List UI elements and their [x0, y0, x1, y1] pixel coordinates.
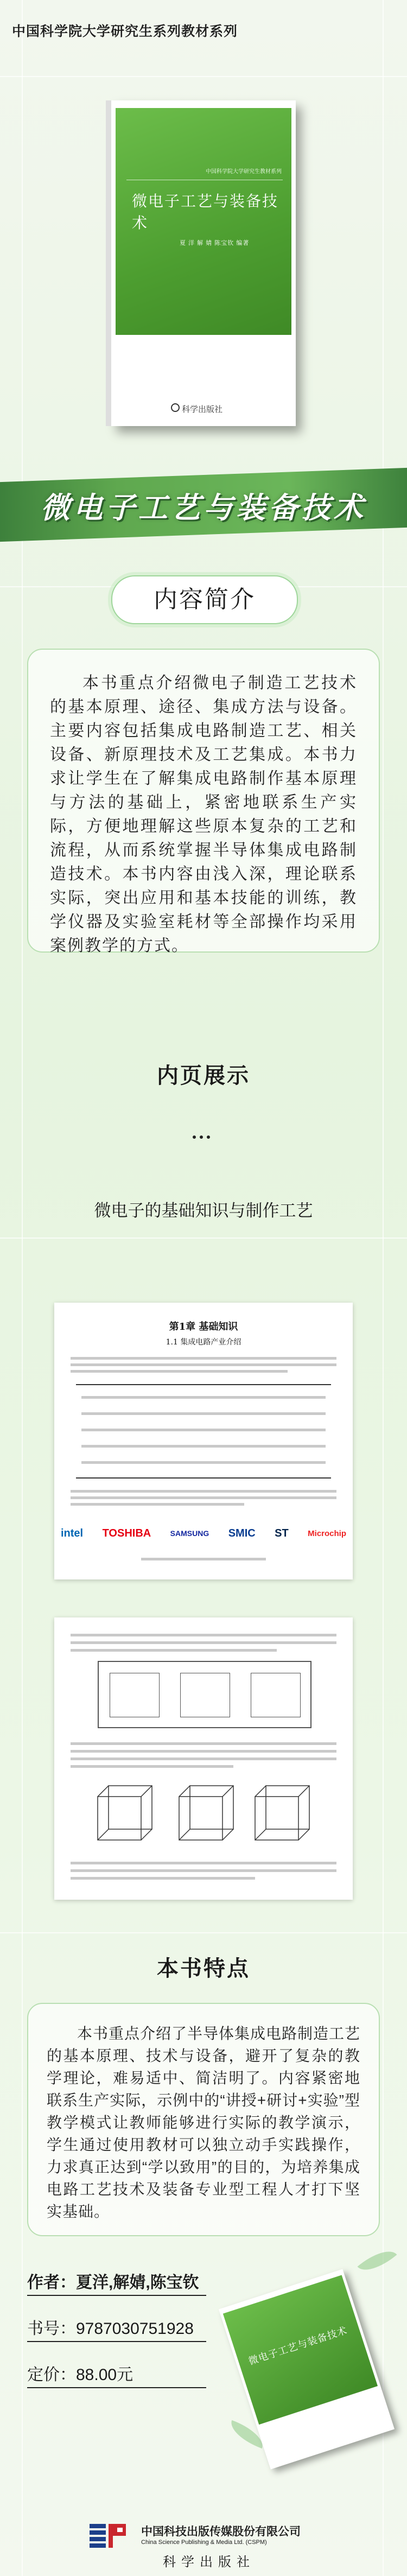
- logo-smic: SMIC: [228, 1527, 256, 1539]
- info-divider: [27, 2341, 206, 2342]
- logo-toshiba: TOSHIBA: [102, 1527, 151, 1539]
- logo-microchip: Microchip: [308, 1528, 346, 1538]
- features-body: 本书重点介绍了半导体集成电路制造工艺的基本原理、技术与设备，避开了复杂的教学理论，难易适中、简洁明了。内容紧密地联系生产实际，示例中的“讲授+研讨+实验”型教学模式让教师能够进行实际的教学演示，学生通过使用教材可以独立动手实践操作，力求真正达到“学以致用”的目的，为培养集成电路工艺技术及装备专业型工程人才打下坚实基础。: [47, 2025, 361, 2220]
- text-line: [71, 1641, 336, 1644]
- text-line: [81, 1461, 326, 1464]
- text-line: [81, 1445, 326, 1448]
- preview-subtitle: 微电子的基础知识与制作工艺: [94, 1201, 313, 1220]
- preview-heading: 内页展示: [157, 1064, 250, 1088]
- leaf-decor: [358, 2242, 397, 2279]
- text-line: [71, 1370, 288, 1373]
- info-divider: [27, 2387, 206, 2388]
- text-line: [71, 1649, 277, 1652]
- footer-company-en: China Science Publishing & Media Ltd. (CSPM): [141, 2539, 267, 2546]
- sample-chapter: 第1章 基础知识: [169, 1321, 238, 1333]
- decor-line: [383, 0, 384, 2576]
- title-banner: [0, 464, 407, 545]
- text-line: [141, 1558, 266, 1560]
- features-heading: 本书特点: [157, 1957, 250, 1981]
- decor-line: [0, 1932, 407, 1933]
- text-line: [71, 1750, 336, 1753]
- features-box: [27, 2003, 380, 2236]
- diagram-box: [110, 1673, 160, 1717]
- text-line: [71, 1862, 336, 1864]
- publisher-logo-icon: [171, 403, 180, 412]
- text-line: [71, 1877, 255, 1880]
- intro-body: 本书重点介绍微电子制造工艺技术的基本原理、途径、集成方法与设备。主要内容包括集成电路制造工艺、相关设备、新原理技术及工艺集成。本书力求让学生在了解集成电路制作基本原理与方法的基础上，紧密地联系生产实际，方便地理解这些原本复杂的工艺和流程，从而系统掌握半导体集成电路制造技术。本书内容由浅入深，理论联系实际，突出应用和基本技能的训练，教学仪器及实验室耗材等全部操作均采用案例教学的方式。: [50, 674, 357, 955]
- sample-page-1: [54, 1303, 353, 1579]
- text-line: [71, 1634, 336, 1636]
- sample-section: 1.1 集成电路产业介绍: [166, 1338, 241, 1347]
- logo-intel: intel: [61, 1527, 84, 1539]
- cover-green-panel: [116, 108, 291, 335]
- text-line: [81, 1396, 326, 1399]
- dots-divider: [193, 1132, 214, 1136]
- company-logo-strip: [61, 1520, 346, 1547]
- book-cover: [111, 100, 296, 426]
- info-divider: [27, 2295, 206, 2296]
- isbn-info: 书号：9787030751928: [27, 2320, 194, 2338]
- decor-line: [0, 1238, 407, 1239]
- logo-st: ST: [275, 1527, 289, 1539]
- cover-publisher: 科学出版社: [182, 404, 223, 414]
- cover-subseries: 中国科学院大学研究生教材系列: [206, 169, 282, 175]
- text-line: [81, 1429, 326, 1431]
- series-title: 中国科学院大学研究生系列教材系列: [12, 24, 238, 39]
- footer-publisher: 科学出版社: [163, 2554, 255, 2569]
- author-info: 作者：夏洋,解婧,陈宝钦: [27, 2274, 199, 2292]
- decor-line: [22, 0, 23, 2576]
- cover-authors: 夏 洋 解 婧 陈宝钦 编著: [180, 240, 250, 246]
- diagram-box: [180, 1673, 230, 1717]
- text-line: [71, 1357, 336, 1360]
- text-line: [71, 1757, 336, 1760]
- decor-line: [0, 76, 407, 77]
- mini-book-title: 微电子工艺与装备技术: [247, 2325, 349, 2368]
- logo-samsung: SAMSUNG: [170, 1529, 209, 1538]
- price-info: 定价：88.00元: [27, 2366, 133, 2384]
- intro-heading: 内容简介: [111, 575, 298, 624]
- sample-page-2: [54, 1617, 353, 1900]
- text-line: [71, 1363, 336, 1366]
- mini-book-cover: [223, 2275, 378, 2425]
- diagram-box: [251, 1673, 301, 1717]
- text-line: [71, 1496, 336, 1499]
- sample-block-diagram: [98, 1661, 311, 1728]
- text-line: [71, 1869, 336, 1872]
- text-line: [71, 1490, 336, 1493]
- banner-title: 微电子工艺与装备技术: [41, 492, 366, 524]
- cspm-logo-icon: [87, 2521, 130, 2554]
- text-line: [81, 1412, 326, 1415]
- text-line: [71, 1503, 244, 1506]
- cover-title: 微电子工艺与装备技术: [132, 192, 279, 232]
- book-cover-image: [111, 100, 296, 426]
- sample-table: [76, 1384, 331, 1479]
- intro-box: [27, 649, 380, 953]
- crystal-cube-diagrams: [92, 1780, 315, 1851]
- text-line: [71, 1742, 336, 1745]
- text-line: [71, 1765, 233, 1768]
- footer-company-cn: 中国科技出版传媒股份有限公司: [141, 2526, 301, 2538]
